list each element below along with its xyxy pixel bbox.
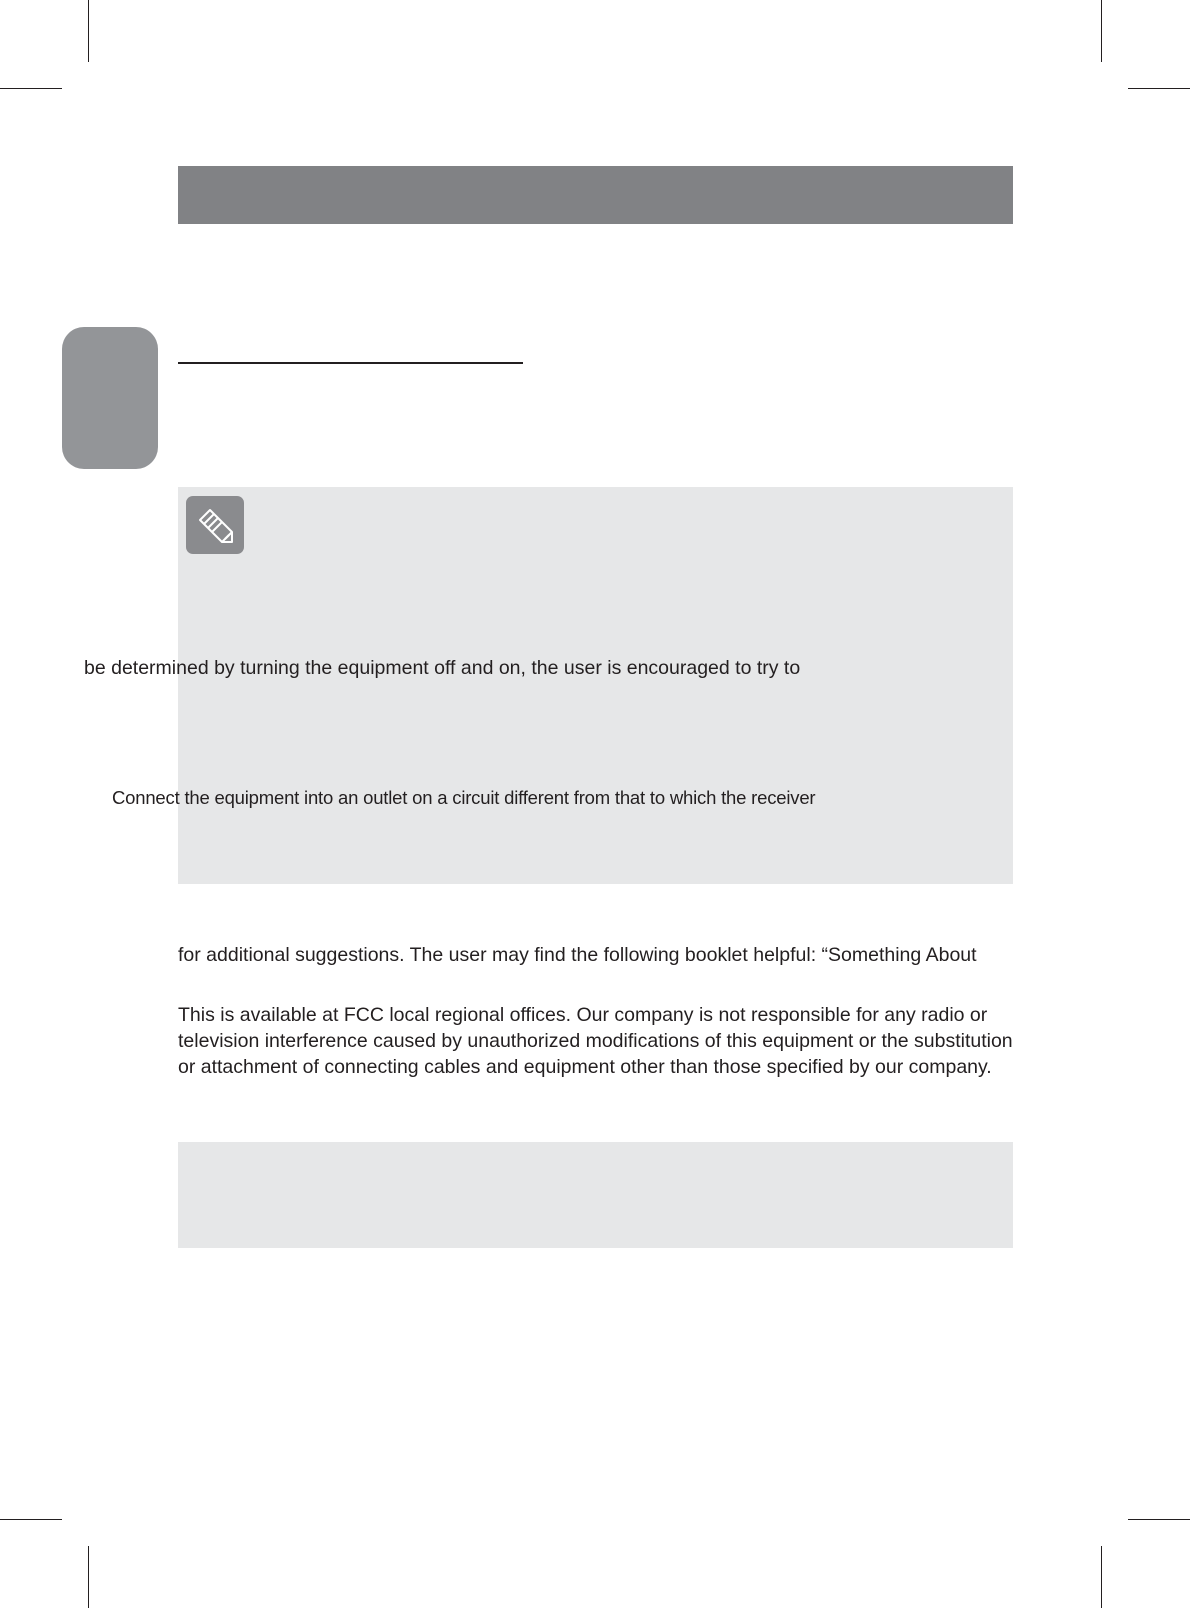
side-chapter-tab xyxy=(62,327,158,469)
note-text-line: be determined by turning the equipment off and on, the user is encouraged to try to xyxy=(84,657,801,679)
crop-mark-top-left-horizontal xyxy=(0,88,62,89)
body-paragraph-line: This is available at FCC local regional offices. Our company is not responsible for any radio or xyxy=(178,1004,988,1026)
crop-mark-top-left-vertical xyxy=(88,0,89,62)
note-text-line-indented: Connect the equipment into an outlet on a circuit different from that to which the receiver xyxy=(112,787,816,808)
crop-mark-bottom-left-vertical xyxy=(88,1546,89,1608)
pencil-note-icon xyxy=(186,496,244,554)
section-heading-rule xyxy=(178,362,523,364)
crop-mark-top-right-vertical xyxy=(1101,0,1102,62)
crop-mark-bottom-right-vertical xyxy=(1101,1546,1102,1608)
body-paragraph-line: television interference caused by unauthorized modifications of this equipment or the substitution xyxy=(178,1030,1013,1052)
crop-mark-bottom-left-horizontal xyxy=(0,1519,62,1520)
bottom-shaded-box xyxy=(178,1142,1013,1248)
crop-mark-top-right-horizontal xyxy=(1128,88,1190,89)
body-paragraph-fcc xyxy=(178,1002,1013,1080)
pencil-note-icon-graphic xyxy=(194,504,236,546)
note-box xyxy=(178,487,1013,884)
header-bar xyxy=(178,166,1013,224)
body-paragraph-line: or attachment of connecting cables and equipment other than those specified by our company. xyxy=(178,1056,992,1078)
body-paragraph: for additional suggestions. The user may find the following booklet helpful: “Something About xyxy=(178,944,977,966)
crop-mark-bottom-right-horizontal xyxy=(1128,1519,1190,1520)
